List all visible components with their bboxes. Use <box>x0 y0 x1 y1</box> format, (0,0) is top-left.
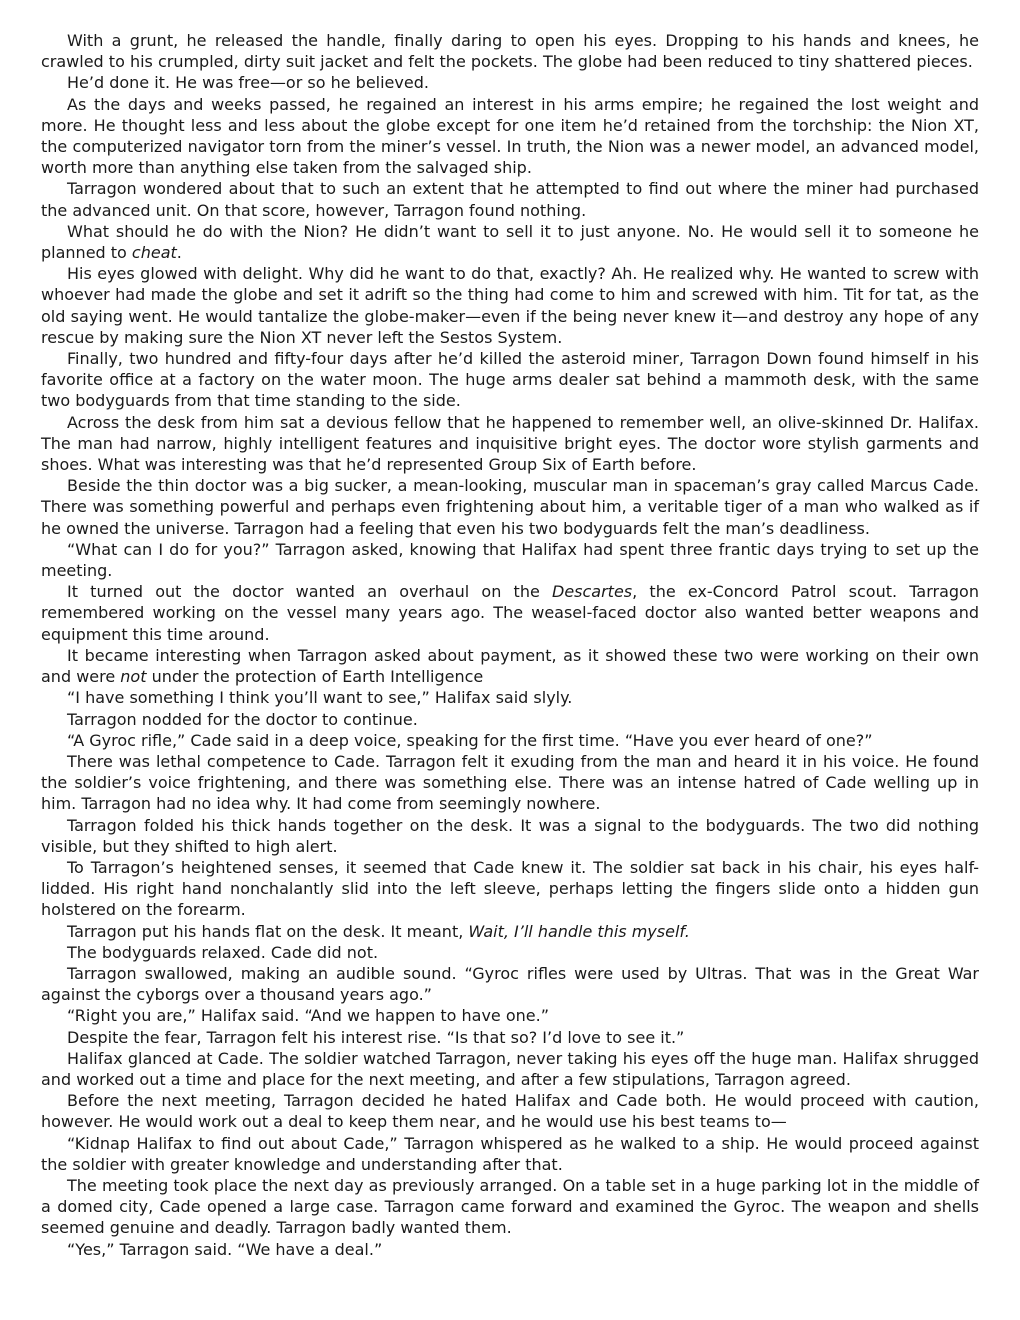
text-run: He’d done it. He was free—or so he believed. <box>67 73 429 93</box>
paragraph <box>41 94 979 179</box>
paragraph <box>41 730 979 751</box>
italic-text-run: Descartes <box>552 582 633 602</box>
text-run: His eyes glowed with delight. Why did he want to do that, exactly? Ah. He realized why. He wanted to screw with whoever had made the globe and set it adrift so the thing had come to him and screwed with him. Tit for tat, as the old saying went. He would tantalize the globe-maker—even if the being never knew it—and destroy any hope of any rescue by making sure the Nion XT never left the Sestos System. <box>41 264 979 347</box>
text-run: The meeting took place the next day as previously arranged. On a table set in a huge parking lot in the middle of a domed city, Cade opened a large case. Tarragon came forward and examined the Gyroc. The weapon and shells seemed genuine and deadly. Tarragon badly wanted them. <box>41 1175 979 1238</box>
text-run: Tarragon nodded for the doctor to continue. <box>67 709 418 729</box>
paragraph <box>41 30 979 72</box>
paragraph <box>41 1239 979 1260</box>
text-run: Tarragon folded his thick hands together on the desk. It was a signal to the bodyguards. The two did nothing visible, but they shifted to high alert. <box>41 815 979 856</box>
paragraph <box>41 921 979 942</box>
text-run: As the days and weeks passed, he regained an interest in his arms empire; he regained the lost weight and more. He thought less and less about the globe except for one item he’d retained from the torchship: the Nion XT, the computerized navigator torn from the miner’s vessel. In truth, the Nion was a newer model, an advanced model, worth more than anything else taken from the salvaged ship. <box>41 94 979 178</box>
text-run: Halifax glanced at Cade. The soldier watched Tarragon, never taking his eyes off the huge man. Halifax shrugged and worked out a time and place for the next meeting, and after a few stipulations, Tarragon agreed. <box>41 1048 979 1089</box>
paragraph <box>41 709 979 730</box>
paragraph <box>41 1027 979 1048</box>
text-run: “Kidnap Halifax to find out about Cade,” Tarragon whispered as he walked to a ship. He would proceed against the soldier with greater knowledge and understanding after that. <box>41 1133 979 1174</box>
paragraph <box>41 963 979 1005</box>
paragraph <box>41 1133 979 1175</box>
text-run: under the protection of Earth Intelligence <box>146 667 484 687</box>
text-run: Tarragon put his hands flat on the desk. It meant, <box>67 921 469 941</box>
text-run: Before the next meeting, Tarragon decided he hated Halifax and Cade both. He would proceed with caution, however. He would work out a deal to keep them near, and he would use his best teams to— <box>41 1091 979 1132</box>
text-run: Across the desk from him sat a devious fellow that he happened to remember well, an olive-skinned Dr. Halifax. The man had narrow, highly intelligent features and inquisitive bright eyes. The doctor wore stylish garments and shoes. What was interesting was that he’d represented Group Six of Earth before. <box>41 412 979 475</box>
paragraph <box>41 1048 979 1090</box>
paragraph <box>41 815 979 857</box>
paragraph <box>41 178 979 220</box>
text-run: Tarragon wondered about that to such an extent that he attempted to find out where the miner had purchased the advanced unit. On that score, however, Tarragon found nothing. <box>41 179 979 220</box>
text-run: To Tarragon’s heightened senses, it seemed that Cade knew it. The soldier sat back in his chair, his eyes half-lidded. His right hand nonchalantly slid into the left sleeve, perhaps letting the fingers slide onto a hidden gun holstered on the forearm. <box>41 857 979 920</box>
text-run: Tarragon swallowed, making an audible sound. “Gyroc rifles were used by Ultras. That was in the Great War against the cyborgs over a thousand years ago.” <box>41 963 979 1005</box>
paragraph <box>41 645 979 687</box>
text-run: With a grunt, he released the handle, finally daring to open his eyes. Dropping to his hands and knees, he crawled to his crumpled, dirty suit jacket and felt the pockets. The globe had been reduced to tiny shattered pieces. <box>41 31 979 72</box>
paragraph <box>41 942 979 963</box>
text-run: . <box>176 243 182 263</box>
paragraph <box>41 221 979 263</box>
text-run: , the ex-Concord Patrol scout. Tarragon remembered working on the vessel many years ago. The weasel-faced doctor also wanted better weapons and equipment this time around. <box>41 582 979 644</box>
paragraph <box>41 687 979 708</box>
text-run: Beside the thin doctor was a big sucker, a mean-looking, muscular man in spaceman’s gray called Marcus Cade. There was something powerful and perhaps even frightening about him, a veritable tiger of a man who walked as if he owned the universe. Tarragon had a feeling that even his two bodyguards felt the man’s deadliness. <box>41 476 979 538</box>
paragraph <box>41 1005 979 1026</box>
paragraph <box>41 751 979 815</box>
text-run: “Yes,” Tarragon said. “We have a deal.” <box>67 1239 383 1259</box>
italic-text-run: cheat <box>131 243 177 263</box>
text-run: The bodyguards relaxed. Cade did not. <box>67 942 379 962</box>
text-run: “I have something I think you’ll want to see,” Halifax said slyly. <box>67 688 573 708</box>
text-run: It became interesting when Tarragon asked about payment, as it showed these two were working on their own and were <box>41 645 979 687</box>
paragraph <box>41 1175 979 1239</box>
text-run: It turned out the doctor wanted an overhaul on the <box>67 582 552 602</box>
text-run: “A Gyroc rifle,” Cade said in a deep voice, speaking for the first time. “Have you ever heard of one?” <box>67 730 873 750</box>
document-page <box>41 30 979 1260</box>
text-run: What should he do with the Nion? He didn’t want to sell it to just anyone. No. He would sell it to someone he planned to <box>41 221 979 263</box>
italic-text-run: Wait, I’ll handle this myself. <box>468 921 690 941</box>
paragraph <box>41 1090 979 1132</box>
text-run: “Right you are,” Halifax said. “And we happen to have one.” <box>67 1006 550 1026</box>
paragraph <box>41 581 979 645</box>
paragraph <box>41 263 979 348</box>
paragraph <box>41 348 979 412</box>
text-run: There was lethal competence to Cade. Tarragon felt it exuding from the man and heard it in his voice. He found the soldier’s voice frightening, and there was something else. There was an intense hatred of Cade welling up in him. Tarragon had no idea why. It had come from seemingly nowhere. <box>41 751 979 814</box>
paragraph <box>41 72 979 93</box>
italic-text-run: not <box>120 667 147 687</box>
paragraph <box>41 412 979 476</box>
paragraph <box>41 857 979 921</box>
text-run: “What can I do for you?” Tarragon asked, knowing that Halifax had spent three frantic days trying to set up the meeting. <box>41 539 979 581</box>
text-run: Despite the fear, Tarragon felt his interest rise. “Is that so? I’d love to see it.” <box>67 1027 685 1047</box>
text-run: Finally, two hundred and fifty-four days after he’d killed the asteroid miner, Tarragon Down found himself in his favorite office at a factory on the water moon. The huge arms dealer sat behind a mammoth desk, with the same two bodyguards from that time standing to the side. <box>41 349 979 411</box>
paragraph <box>41 475 979 539</box>
paragraph <box>41 539 979 581</box>
